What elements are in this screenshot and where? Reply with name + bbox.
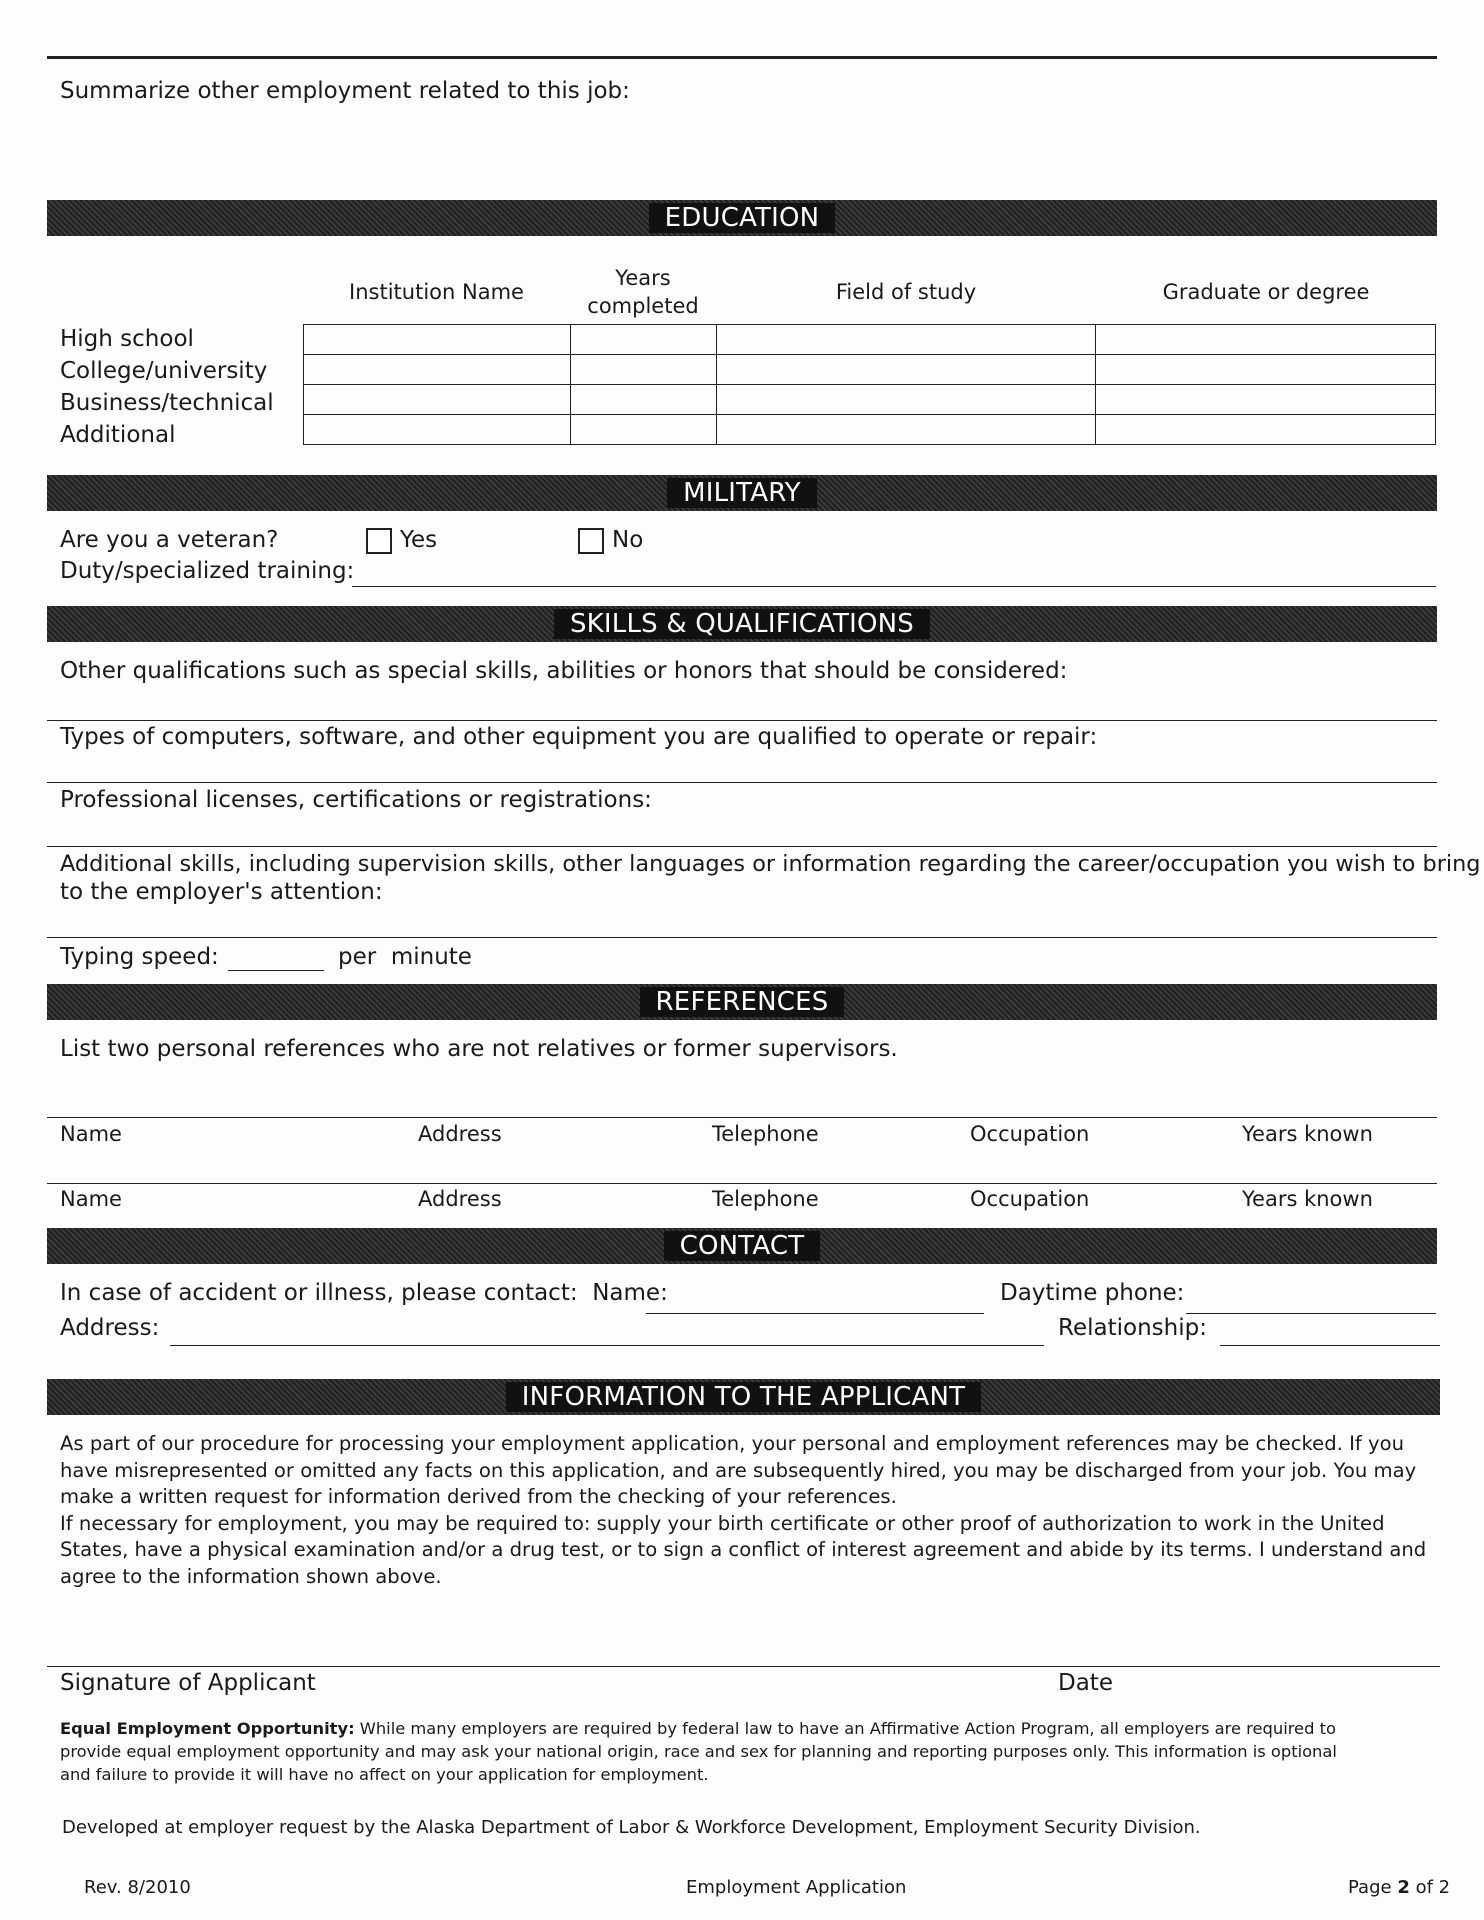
ref2-occupation-label: Occupation: [970, 1187, 1090, 1211]
edu-cell[interactable]: [304, 325, 571, 355]
education-table: [303, 324, 1436, 445]
edu-cell[interactable]: [716, 415, 1096, 445]
edu-cell[interactable]: [570, 385, 716, 415]
contact-name-field[interactable]: [646, 1313, 984, 1314]
skills-q2: Types of computers, software, and other equipment you are qualified to operate or repair:: [60, 724, 1098, 750]
other-employment-prompt: Summarize other employment related to this job:: [60, 78, 630, 104]
edu-row-label: Business/technical: [60, 390, 274, 416]
table-row: [304, 355, 1436, 385]
edu-cell[interactable]: [304, 385, 571, 415]
references-header: REFERENCES: [47, 984, 1437, 1020]
form-title: Employment Application: [686, 1877, 907, 1898]
education-header: EDUCATION: [47, 200, 1437, 236]
edu-cell[interactable]: [716, 355, 1096, 385]
ref1-name-label: Name: [60, 1122, 122, 1146]
typing-speed-field[interactable]: [228, 970, 324, 971]
col-years: Years completed: [587, 266, 699, 318]
veteran-question: Are you a veteran?: [60, 527, 279, 553]
skills-q3-field[interactable]: [47, 846, 1437, 847]
edu-cell[interactable]: [304, 355, 571, 385]
edu-row-label: College/university: [60, 358, 268, 384]
edu-cell[interactable]: [1096, 385, 1436, 415]
ref1-years-label: Years known: [1242, 1122, 1373, 1146]
edu-cell[interactable]: [570, 355, 716, 385]
edu-cell[interactable]: [570, 415, 716, 445]
edu-cell[interactable]: [1096, 325, 1436, 355]
typing-speed-label: Typing speed:: [60, 944, 219, 970]
skills-q1-field[interactable]: [47, 720, 1437, 721]
edu-row-label: High school: [60, 326, 194, 352]
daytime-phone-label: Daytime phone:: [1000, 1280, 1185, 1306]
training-label: Duty/specialized training:: [60, 558, 355, 584]
ref1-telephone-label: Telephone: [712, 1122, 819, 1146]
developed-note: Developed at employer request by the Alaska Department of Labor & Workforce Development, Employment Security Division.: [62, 1817, 1201, 1838]
veteran-no-label: No: [612, 527, 644, 553]
edu-cell[interactable]: [716, 325, 1096, 355]
edu-row-label: Additional: [60, 422, 176, 448]
col-field: Field of study: [835, 280, 977, 304]
veteran-yes-checkbox[interactable]: [366, 528, 392, 554]
veteran-no-checkbox[interactable]: [578, 528, 604, 554]
skills-header: SKILLS & QUALIFICATIONS: [47, 606, 1437, 642]
ref2-years-label: Years known: [1242, 1187, 1373, 1211]
date-label: Date: [1058, 1670, 1113, 1696]
skills-q3: Professional licenses, certifications or registrations:: [60, 787, 652, 813]
reference-2-line[interactable]: [47, 1183, 1437, 1184]
skills-q4-line1: Additional skills, including supervision skills, other languages or information regarding the career/occupation you wish to bring: [60, 851, 1481, 877]
revision: Rev. 8/2010: [84, 1877, 191, 1898]
table-row: [304, 385, 1436, 415]
relationship-label: Relationship:: [1058, 1315, 1207, 1341]
reference-1-line[interactable]: [47, 1117, 1437, 1118]
military-header: MILITARY: [47, 475, 1437, 511]
edu-cell[interactable]: [1096, 415, 1436, 445]
info-paragraph: As part of our procedure for processing your employment application, your personal and employment references may be checked. If you have misrepresented or omitted any facts on this application, and are subsequently hired, you may be discharged from your job. You may make a written request for information derived from the checking of your references. If necessary for employment, you may be required to: supply your birth certificate or other proof of authorization to work in the United States, have a physical examination and/or a drug test, or to sign a conflict of interest agreement and abide by its terms. I understand and agree to the information shown above.: [60, 1432, 1427, 1588]
top-rule: [47, 56, 1437, 59]
ref2-address-label: Address: [418, 1187, 502, 1211]
eeo-notice: Equal Employment Opportunity: While many employers are required by federal law to have an Affirmative Action Program, all employers are required to provide equal employment opportunity and may ask your national origin, race and sex for planning and reporting purposes only. This information is optional and failure to provide it will have no affect on your application for employment.: [60, 1719, 1337, 1784]
edu-cell[interactable]: [304, 415, 571, 445]
page-number: Page 2 of 2: [1348, 1877, 1451, 1898]
col-institution: Institution Name: [349, 280, 524, 304]
skills-q4-line2: to the employer's attention:: [60, 879, 383, 905]
contact-header: CONTACT: [47, 1228, 1437, 1264]
table-row: [304, 325, 1436, 355]
ref1-occupation-label: Occupation: [970, 1122, 1090, 1146]
col-degree: Graduate or degree: [1162, 280, 1370, 304]
typing-speed-unit: per minute: [338, 944, 472, 970]
table-row: [304, 415, 1436, 445]
skills-q4-field[interactable]: [47, 937, 1437, 938]
address-label: Address:: [60, 1315, 160, 1341]
training-field[interactable]: [352, 586, 1436, 587]
edu-cell[interactable]: [716, 385, 1096, 415]
veteran-yes-label: Yes: [400, 527, 438, 553]
signature-label: Signature of Applicant: [60, 1670, 316, 1696]
relationship-field[interactable]: [1220, 1345, 1440, 1346]
info-header: INFORMATION TO THE APPLICANT: [47, 1379, 1440, 1415]
ref2-telephone-label: Telephone: [712, 1187, 819, 1211]
signature-line[interactable]: [47, 1666, 1440, 1667]
edu-cell[interactable]: [1096, 355, 1436, 385]
edu-cell[interactable]: [570, 325, 716, 355]
daytime-phone-field[interactable]: [1186, 1313, 1436, 1314]
accident-contact-label: In case of accident or illness, please contact: Name:: [60, 1280, 668, 1306]
contact-address-field[interactable]: [170, 1345, 1044, 1346]
ref2-name-label: Name: [60, 1187, 122, 1211]
skills-q1: Other qualifications such as special skills, abilities or honors that should be considered:: [60, 658, 1068, 684]
skills-q2-field[interactable]: [47, 782, 1437, 783]
references-instruction: List two personal references who are not relatives or former supervisors.: [60, 1036, 898, 1062]
ref1-address-label: Address: [418, 1122, 502, 1146]
